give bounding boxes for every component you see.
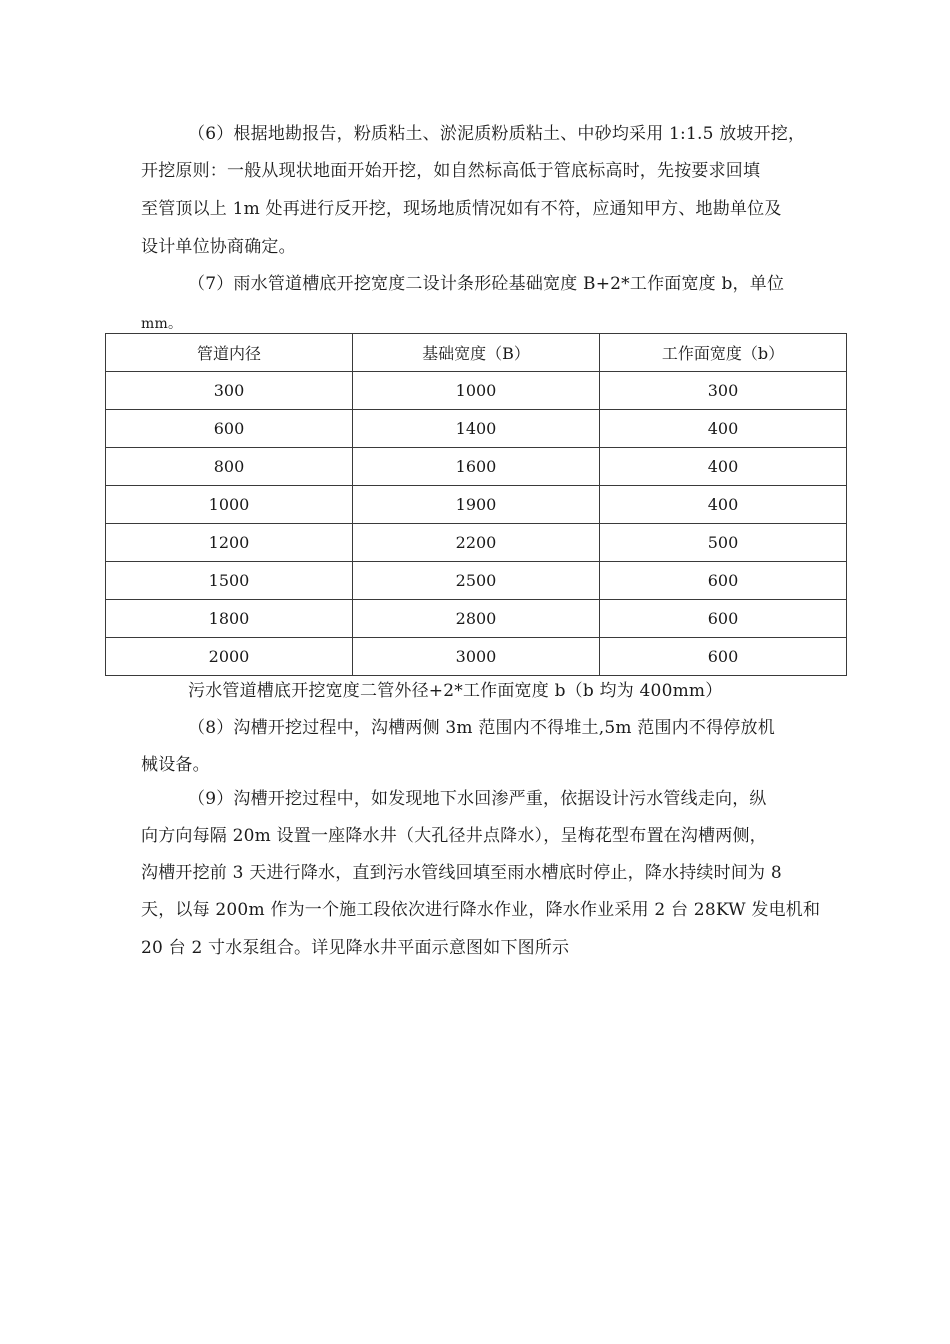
cell-work-face-width: 600 (600, 600, 847, 638)
header-foundation-width: 基础宽度（B） (353, 334, 600, 372)
cell-work-face-width: 400 (600, 486, 847, 524)
paragraph-6-line-1: （6）根据地勘报告，粉质粘土、淤泥质粉质粘土、中砂均采用 1:1.5 放坡开挖， (188, 124, 806, 144)
trench-width-table (105, 333, 847, 676)
cell-work-face-width: 600 (600, 562, 847, 600)
cell-work-face-width: 400 (600, 448, 847, 486)
paragraph-6-line-2: 开挖原则：一般从现状地面开始开挖，如自然标高低于管底标高时，先按要求回填 (141, 161, 761, 181)
paragraph-8-line-2: 械设备。 (141, 755, 210, 775)
header-work-face-width: 工作面宽度（b） (600, 334, 847, 372)
table-header-row (106, 334, 847, 372)
table-row (106, 562, 847, 600)
cell-pipe-diameter: 300 (106, 372, 353, 410)
paragraph-9-line-2: 向方向每隔 20m 设置一座降水井（大孔径井点降水），呈梅花型布置在沟槽两侧， (141, 826, 767, 846)
table-row (106, 486, 847, 524)
cell-foundation-width: 2500 (353, 562, 600, 600)
cell-foundation-width: 2800 (353, 600, 600, 638)
paragraph-7-line-2: mm。 (141, 316, 183, 332)
cell-pipe-diameter: 800 (106, 448, 353, 486)
cell-foundation-width: 1000 (353, 372, 600, 410)
cell-pipe-diameter: 1200 (106, 524, 353, 562)
cell-work-face-width: 300 (600, 372, 847, 410)
cell-pipe-diameter: 2000 (106, 638, 353, 676)
paragraph-9-line-5: 20 台 2 寸水泵组合。详见降水井平面示意图如下图所示 (141, 938, 570, 958)
table-row (106, 600, 847, 638)
sewage-trench-width-note: 污水管道槽底开挖宽度二管外径+2*工作面宽度 b（b 均为 400mm） (188, 681, 723, 701)
table-row (106, 638, 847, 676)
cell-foundation-width: 1400 (353, 410, 600, 448)
table-row (106, 372, 847, 410)
paragraph-8-line-1: （8）沟槽开挖过程中，沟槽两侧 3m 范围内不得堆土,5m 范围内不得停放机 (188, 718, 775, 738)
cell-pipe-diameter: 1500 (106, 562, 353, 600)
cell-work-face-width: 400 (600, 410, 847, 448)
cell-foundation-width: 1600 (353, 448, 600, 486)
paragraph-9-line-4: 天，以每 200m 作为一个施工段依次进行降水作业，降水作业采用 2 台 28KW 发电机和 (141, 900, 821, 920)
table-row (106, 410, 847, 448)
cell-work-face-width: 500 (600, 524, 847, 562)
cell-work-face-width: 600 (600, 638, 847, 676)
cell-pipe-diameter: 600 (106, 410, 353, 448)
table-row (106, 524, 847, 562)
paragraph-6-line-3: 至管顶以上 1m 处再进行反开挖，现场地质情况如有不符，应通知甲方、地勘单位及 (141, 199, 782, 219)
paragraph-7-line-1: （7）雨水管道槽底开挖宽度二设计条形砼基础宽度 B+2*工作面宽度 b，单位 (188, 274, 785, 294)
cell-foundation-width: 2200 (353, 524, 600, 562)
cell-foundation-width: 3000 (353, 638, 600, 676)
paragraph-6-line-4: 设计单位协商确定。 (141, 237, 296, 257)
table-row (106, 448, 847, 486)
cell-pipe-diameter: 1000 (106, 486, 353, 524)
header-pipe-diameter: 管道内径 (106, 334, 353, 372)
paragraph-9-line-1: （9）沟槽开挖过程中，如发现地下水回渗严重，依据设计污水管线走向，纵 (188, 789, 767, 809)
paragraph-9-line-3: 沟槽开挖前 3 天进行降水，直到污水管线回填至雨水槽底时停止，降水持续时间为 8 (141, 863, 782, 883)
cell-foundation-width: 1900 (353, 486, 600, 524)
cell-pipe-diameter: 1800 (106, 600, 353, 638)
